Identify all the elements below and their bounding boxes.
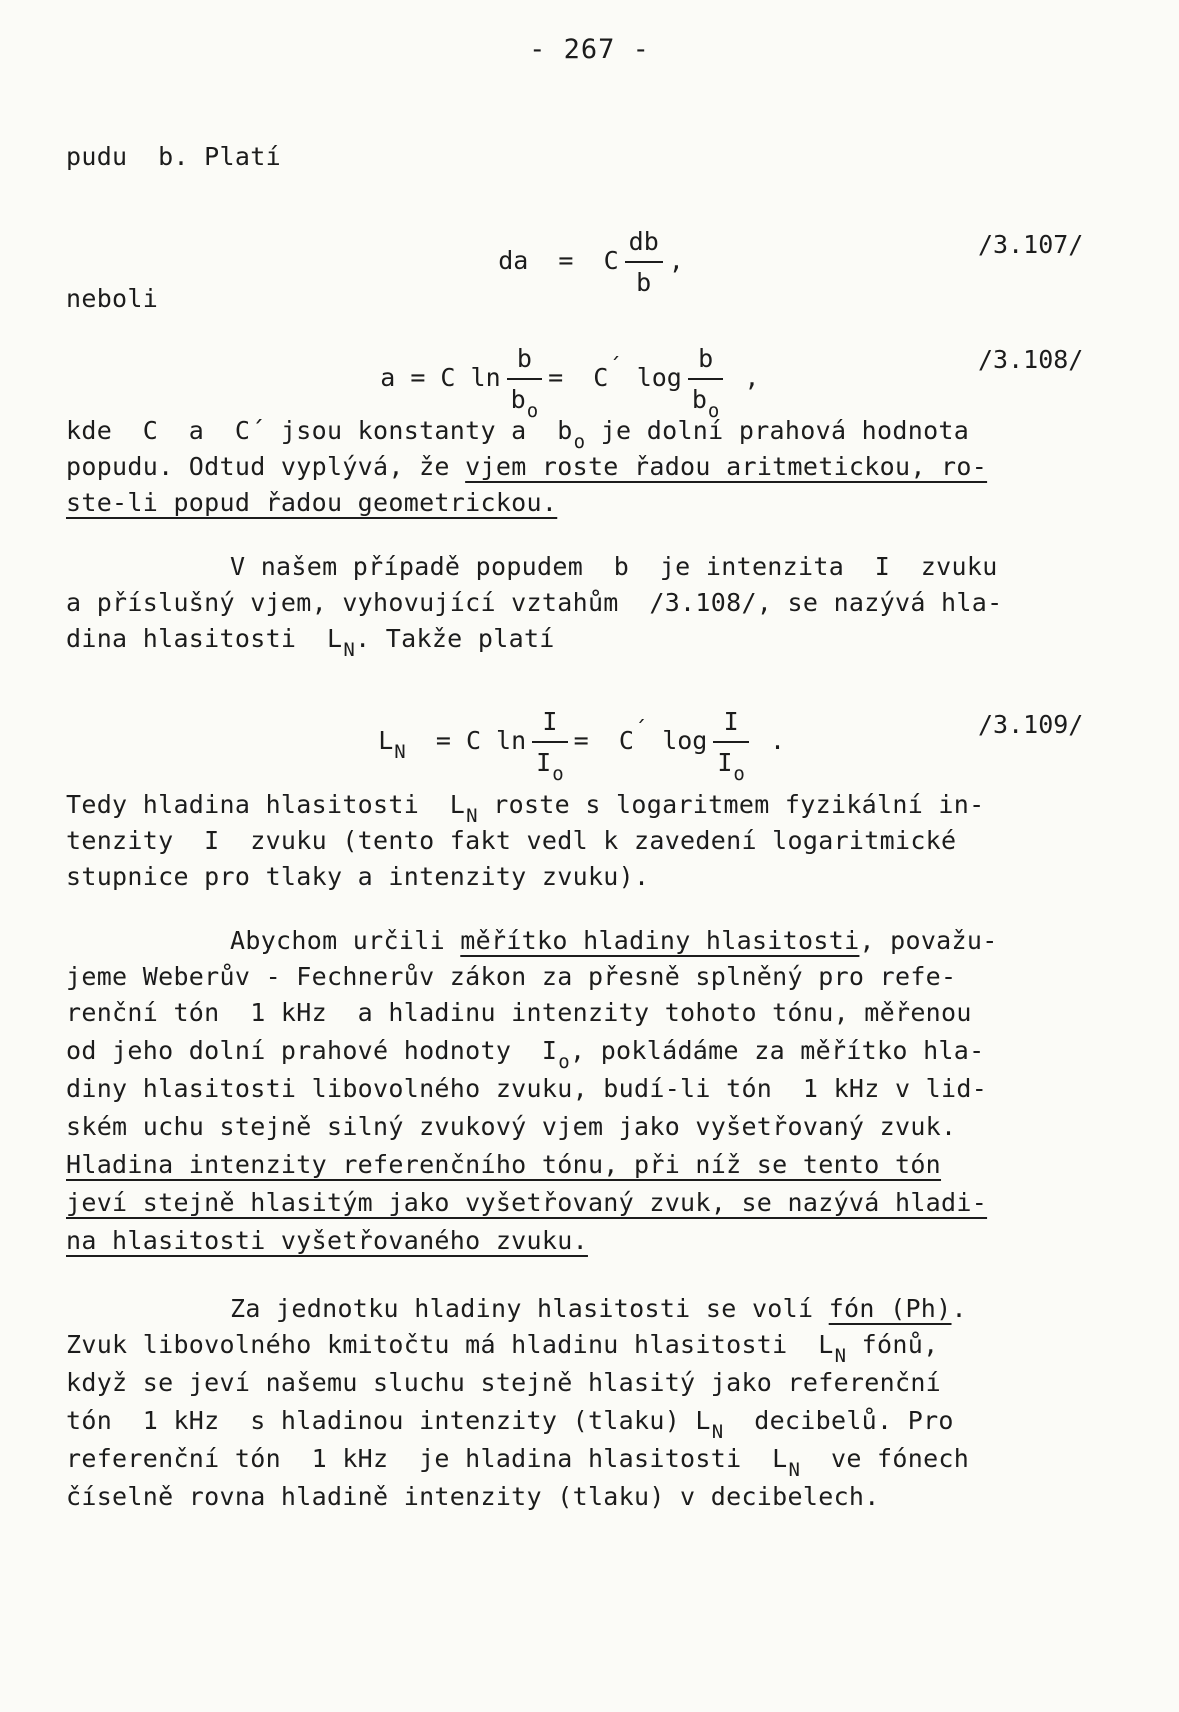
- text-line: V našem případě popudem b je intenzita I zvuku: [230, 552, 998, 581]
- equation-number: /3.109/: [978, 710, 1084, 739]
- text-line: dina hlasitosti $L_N$. Takže platí: [66, 624, 555, 661]
- fraction: $\frac{b}{b_o}$: [688, 344, 724, 414]
- text-line: Abychom určili měřítko hladiny hlasitosti, považu-: [230, 926, 998, 955]
- text-line: neboli: [66, 284, 159, 313]
- text-line: jeví stejně hlasitým jako vyšetřovaný zvuk, se nazývá hladi-: [66, 1188, 988, 1217]
- text-line: Za jednotku hladiny hlasitosti se volí fón (Ph).: [230, 1294, 967, 1323]
- text-line: pudu b. Platí: [66, 142, 281, 171]
- text-line: na hlasitosti vyšetřovaného zvuku.: [66, 1226, 588, 1255]
- text-line: když se jeví našemu sluchu stejně hlasitý jako referenční: [66, 1368, 942, 1397]
- text-line: jeme Weberův - Fechnerův zákon za přesně splněný pro refe-: [66, 962, 957, 991]
- text-line: a příslušný vjem, vyhovující vztahům /3.108/, se nazývá hla-: [66, 588, 1003, 617]
- text-line: tón 1 kHz s hladinou intenzity (tlaku) $L_N$ decibelů. Pro: [66, 1406, 954, 1443]
- fraction: $\frac{I}{I_o}$: [532, 707, 568, 777]
- text-line: kde C a C´ jsou konstanty a $b_o$ je dolní prahová hodnota: [66, 416, 970, 453]
- text-line: ském uchu stejně silný zvukový vjem jako vyšetřovaný zvuk.: [66, 1112, 957, 1141]
- text-line: renční tón 1 kHz a hladinu intenzity tohoto tónu, měřenou: [66, 998, 972, 1027]
- text-line: od jeho dolní prahové hodnoty $I_o$, pokládáme za měřítko hla-: [66, 1036, 985, 1073]
- text-line: referenční tón 1 kHz je hladina hlasitosti $L_N$ ve fónech: [66, 1444, 970, 1481]
- equation-number: /3.108/: [978, 345, 1084, 374]
- text-line: tenzity I zvuku (tento fakt vedl k zavedení logaritmické: [66, 826, 957, 855]
- text-line: ste-li popud řadou geometrickou.: [66, 488, 558, 517]
- equation-3-107: da = C $\frac{db}{b}$ ,: [498, 227, 684, 297]
- text-line: Hladina intenzity referenčního tónu, při níž se tento tón: [66, 1150, 942, 1179]
- text-line: stupnice pro tlaky a intenzity zvuku).: [66, 862, 650, 891]
- page-number: - 267 -: [529, 34, 650, 65]
- text-line: popudu. Odtud vyplývá, že vjem roste řadou aritmetickou, ro-: [66, 452, 988, 481]
- equation-3-108: a = C ln $\frac{b}{b_o}$ = C´ log $\frac{b}{b_o}$ ,: [380, 344, 760, 422]
- fraction: $\frac{b}{b_o}$: [507, 344, 543, 414]
- text-line: číselně rovna hladině intenzity (tlaku) v decibelech.: [66, 1482, 880, 1511]
- text-line: Zvuk libovolného kmitočtu má hladinu hlasitosti $L_N$ fónů,: [66, 1330, 939, 1367]
- text-line: Tedy hladina hlasitosti $L_N$ roste s logaritmem fyzikální in-: [66, 790, 985, 827]
- fraction: $\frac{I}{I_o}$: [713, 707, 749, 777]
- text-line: diny hlasitosti libovolného zvuku, budí-li tón 1 kHz v lid-: [66, 1074, 988, 1103]
- equation-3-109: $L_N = C$ ln $\frac{I}{I_o}$ = C´ log $\frac{I}{I_o}$ .: [378, 707, 785, 785]
- equation-number: /3.107/: [978, 230, 1084, 259]
- fraction: $\frac{db}{b}$: [625, 227, 663, 297]
